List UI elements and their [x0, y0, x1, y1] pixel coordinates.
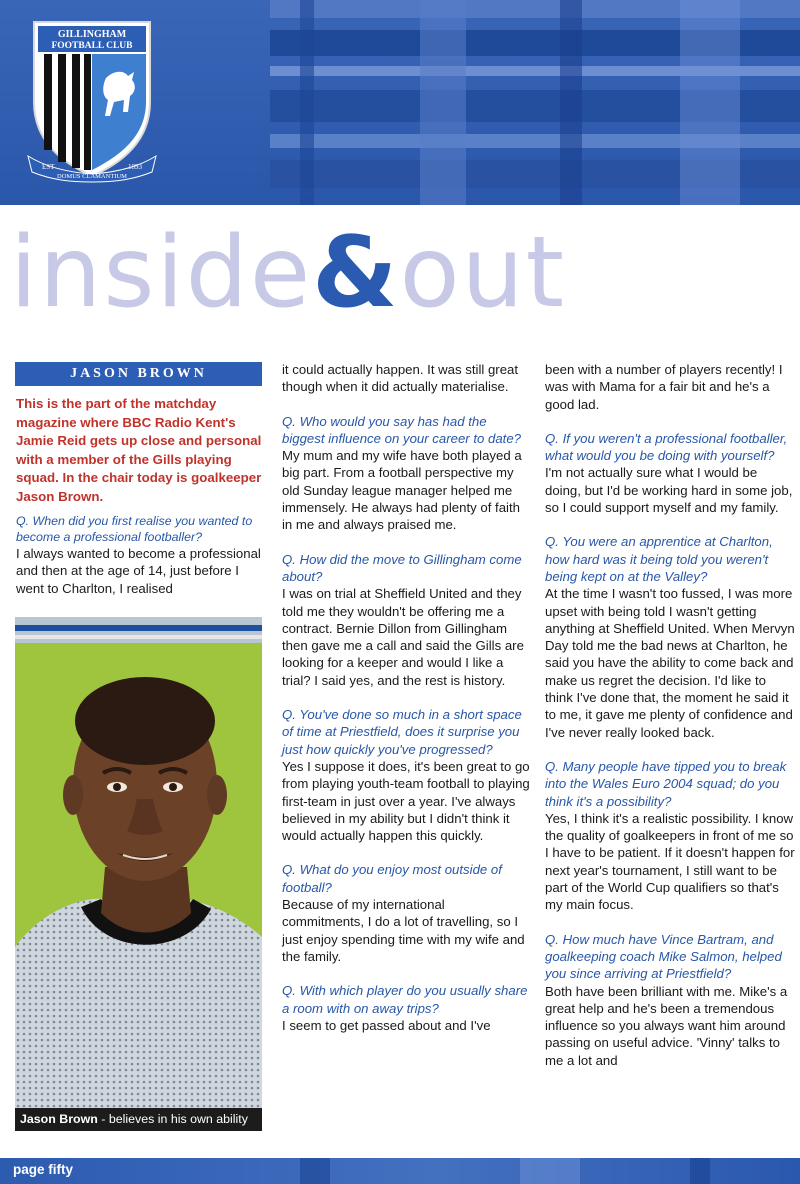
answer: My mum and my wife have both played a big part. From a football perspective my old Sunday league manager helped me immensely. He always had plenty of faith in me and always praised me.: [282, 448, 522, 533]
title-part-inside: inside: [10, 216, 313, 330]
crest-text-line2: FOOTBALL CLUB: [51, 41, 133, 51]
qa-block: [545, 430, 795, 516]
question: Q. With which player do you usually share a room with on away trips?: [282, 983, 528, 1016]
answer: Yes, I think it's a realistic possibility. I know the quality of goalkeepers in front of me so I have to be patient. If it doesn't happen for next year's tournament, I still want to be part of the World Cup qualifiers so that's my main focus.: [545, 810, 795, 913]
answer-1: I always wanted to become a professional and then at the age of 14, just before I went to Charlton, I realised: [16, 546, 261, 596]
qa-block: [282, 982, 530, 1034]
column-3: [545, 361, 795, 1086]
photo-caption: [15, 1108, 262, 1131]
qa-block: [282, 551, 530, 689]
player-photo-illustration: [15, 617, 262, 1131]
answer: At the time I wasn't too fussed, I was more upset with being told I wasn't getting anything at Sheffield United. When Mervyn Day told me the bad news at Charlton, he said you have the ability to come back and make us regret the decision. I'd like to think I've done that, the moment he said it to me, it gave me plenty of confidence and I've never really looked back.: [545, 586, 795, 740]
question: Q. You were an apprentice at Charlton, how hard was it being told you weren't being kept on at the Valley?: [545, 534, 773, 584]
player-photo: [15, 617, 262, 1131]
crest-motto: DOMUS CLAMANTIUM: [57, 173, 127, 180]
column-2: [282, 361, 530, 1051]
answer: Yes I suppose it does, it's been great to go from playing youth-team football to playing first-team in just over a year. I've always believed in my ability but I didn't think it would actually happen this quickly.: [282, 758, 530, 844]
qa-block: [282, 706, 530, 844]
player-name-bar: JASON BROWN: [15, 362, 262, 386]
answer: Because of my international commitments, I do a lot of travelling, so I just enjoy spending time with my wife and the family.: [282, 897, 525, 964]
qa-block: [282, 861, 530, 965]
page-number: page fifty: [13, 1162, 74, 1177]
question: Q. How did the move to Gillingham come about?: [282, 551, 522, 584]
footer-band: [0, 1158, 800, 1184]
page-title: [10, 218, 566, 328]
question: Q. Many people have tipped you to break into the Wales Euro 2004 squad; do you think it's a possibility?: [545, 758, 787, 809]
club-crest-logo: [24, 16, 160, 184]
caption-name: Jason Brown: [20, 1112, 98, 1126]
qa-block: [545, 758, 795, 914]
question: Q. What do you enjoy most outside of football?: [282, 862, 502, 895]
title-ampersand: &: [312, 216, 400, 330]
question: Q. You've done so much in a short space of time at Priestfield, does it surprise you just how quickly you've progressed?: [282, 707, 522, 757]
answer: I'm not actually sure what I would be doing, but I'd be working hard in some job, so I could support myself and my family.: [545, 465, 793, 516]
caption-text: - believes in his own ability: [97, 1112, 248, 1126]
col2-lead: it could actually happen. It was still great though when it did actually materialise.: [282, 362, 519, 395]
answer: I was on trial at Sheffield United and they told me they wouldn't be offering me a contract. Bernie Dillon from Gillingham then gave me a call and said the Gills are looking for a keeper and would I like a trial? I said yes, and the rest is history.: [282, 586, 524, 688]
answer: I seem to get passed about and I've: [282, 1017, 491, 1033]
question: Q. Who would you say has had the biggest influence on your career to date?: [282, 413, 521, 446]
question: Q. If you weren't a professional footballer, what would you be doing with yourself?: [545, 430, 788, 464]
qa-block: [545, 533, 795, 741]
intro-paragraph: This is the part of the matchday magazine where BBC Radio Kent's Jamie Reid gets up close and personal with a member of the Gills playing squad. In the chair today is goalkeeper Jason Brown.: [16, 396, 262, 504]
qa-block: [545, 931, 795, 1069]
question-1: Q. When did you first realise you wanted to become a professional footballer?: [16, 514, 253, 544]
qa-block: [282, 413, 530, 534]
title-part-out: out: [399, 216, 567, 330]
crest-year: 1893: [128, 163, 142, 171]
question: Q. How much have Vince Bartram, and goalkeeping coach Mike Salmon, helped you since arriving at Priestfield?: [545, 931, 782, 982]
header-band: [0, 0, 800, 205]
crest-est: EST: [42, 163, 55, 171]
crest-text-line1: GILLINGHAM: [57, 29, 127, 40]
answer: Both have been brilliant with me. Mike's a great help and he's been a tremendous influence so you always want him around passing on useful advice. 'Vinny' talks to me a lot and: [545, 983, 788, 1068]
col3-lead: been with a number of players recently! I was with Mama for a fair bit and he's a good lad.: [545, 362, 783, 412]
